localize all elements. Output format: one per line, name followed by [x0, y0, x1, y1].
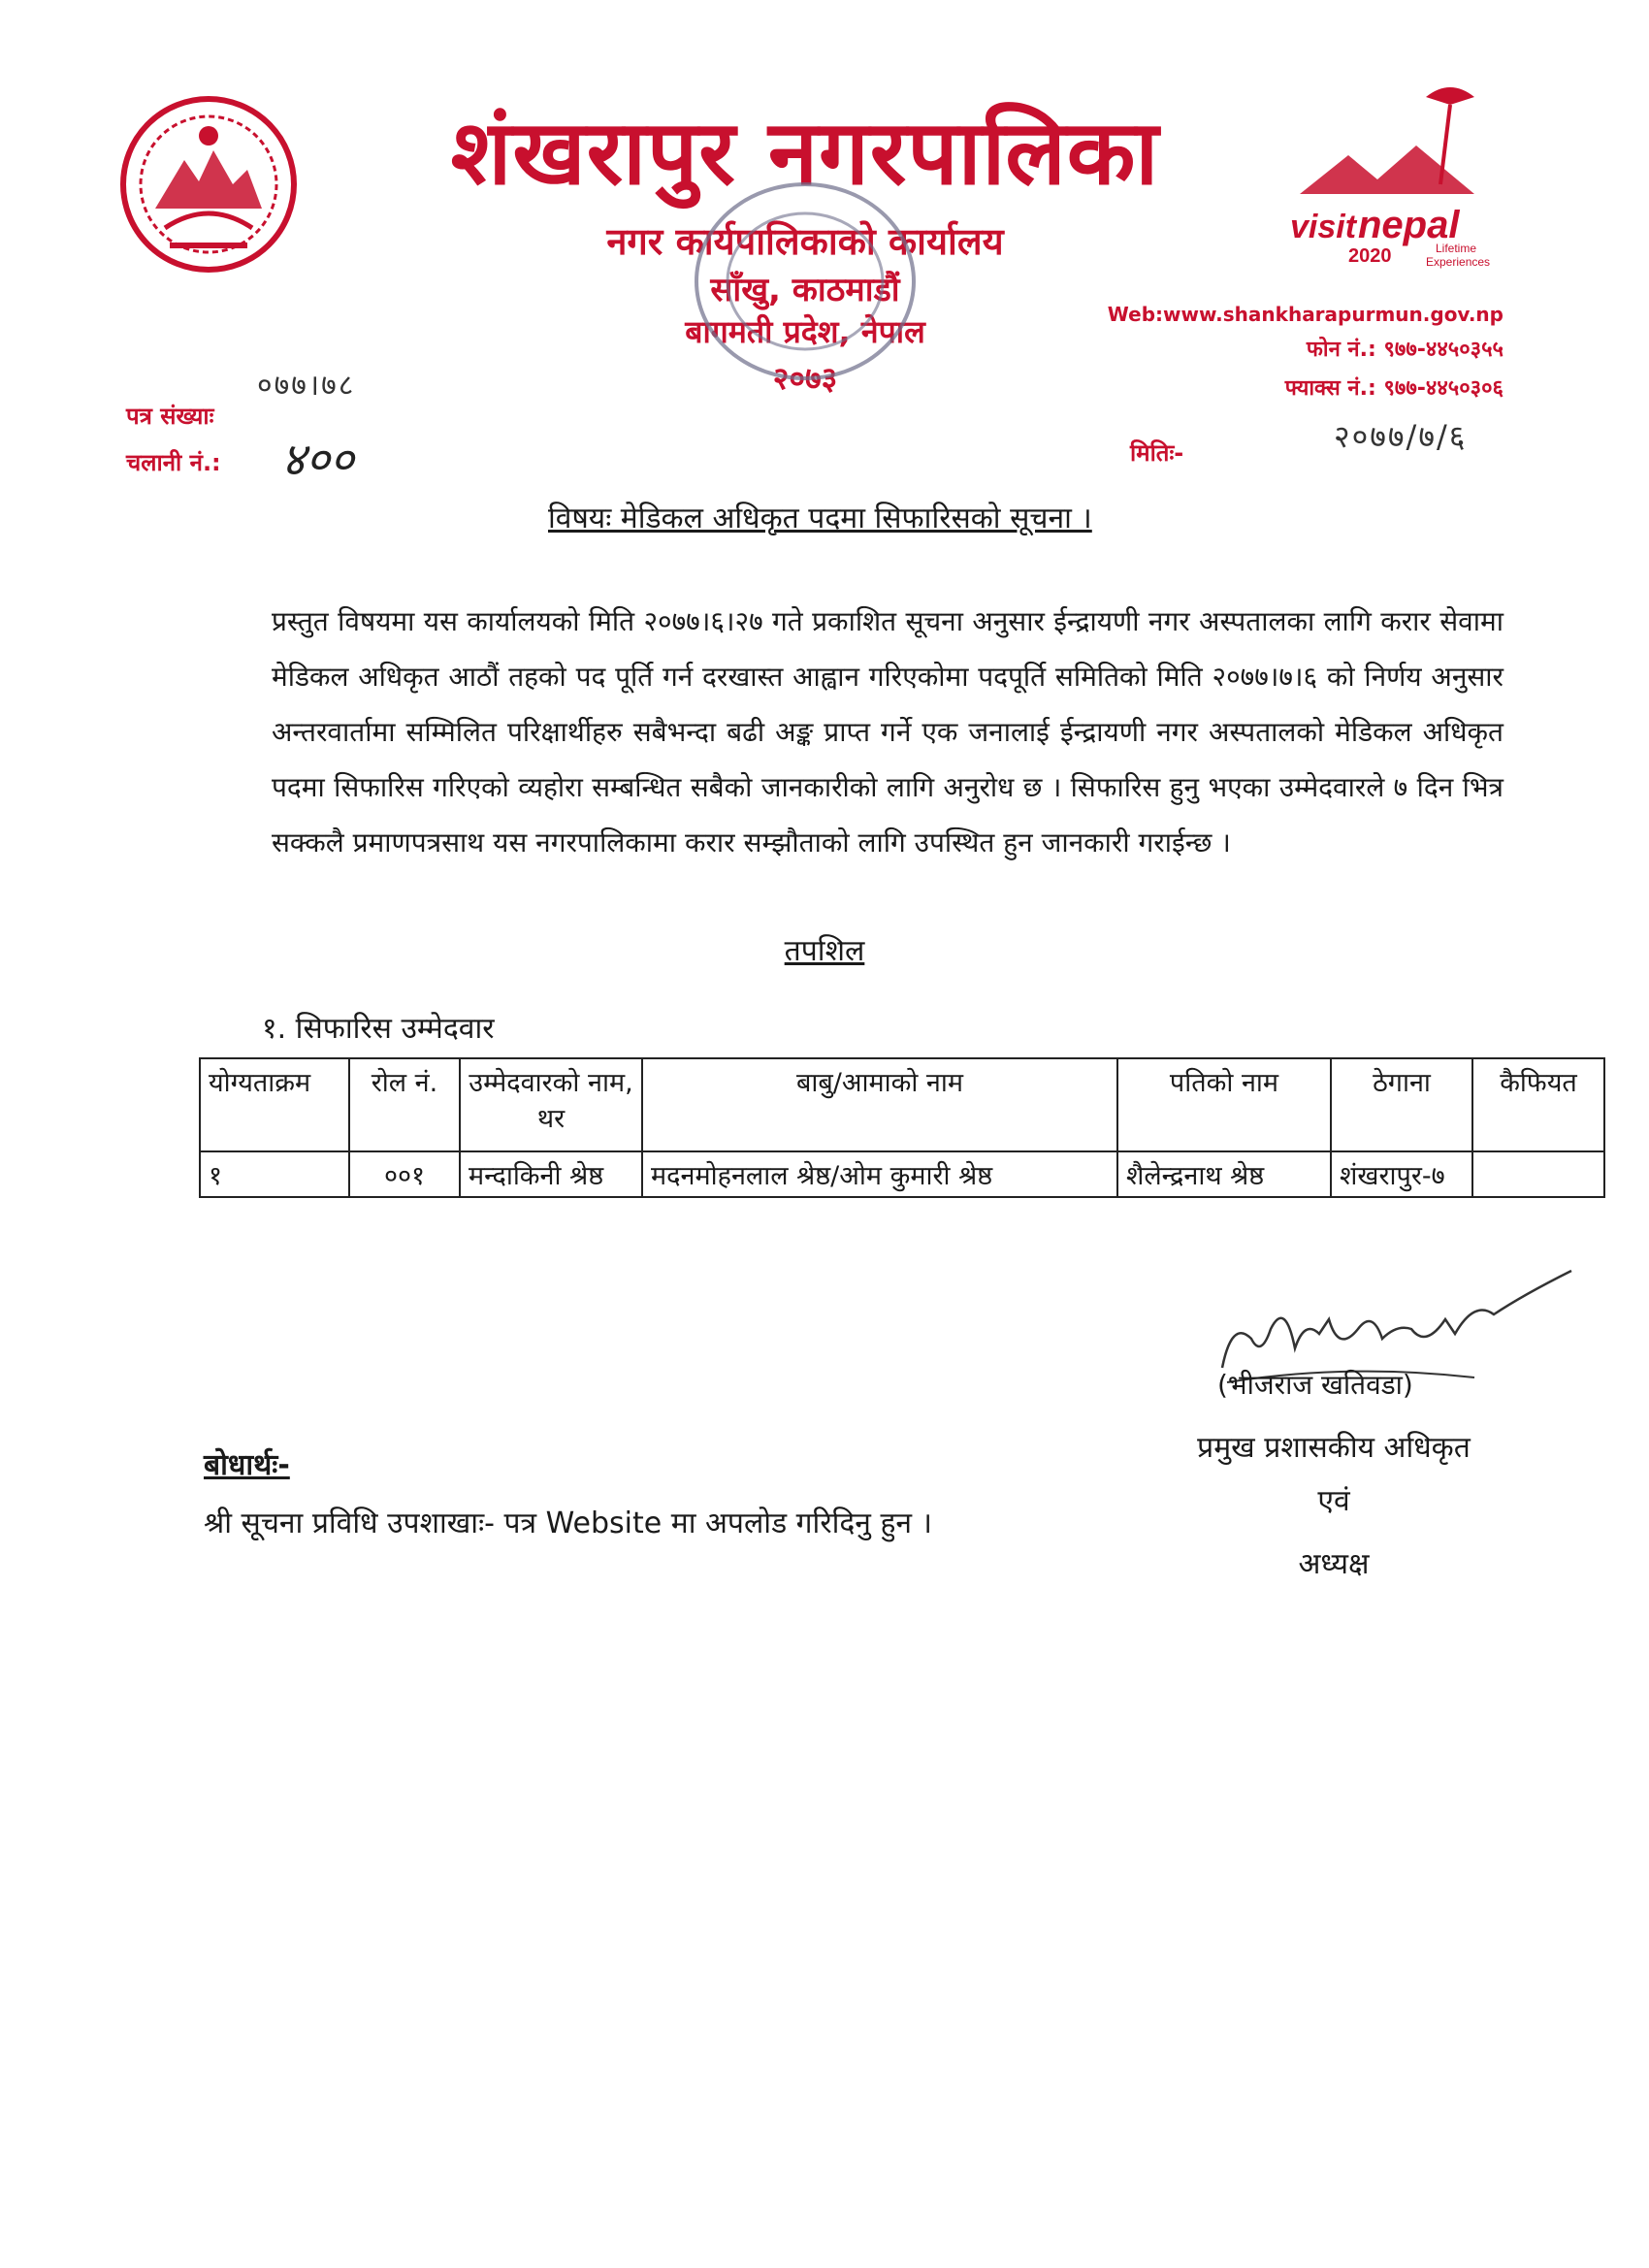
municipality-title: शंखरापुर नगरपालिका — [450, 101, 1160, 205]
tagline1-text: Lifetime — [1436, 242, 1477, 255]
cell-address: शंखरापुर-७ — [1331, 1151, 1472, 1197]
candidate-table — [199, 1057, 1605, 1198]
cell-roll-no: ००१ — [349, 1151, 460, 1197]
cc-text: श्री सूचना प्रविधि उपशाखाः- पत्र Website मा अपलोड गरिदिनु हुन । — [204, 1507, 932, 1540]
fax-text: फ्याक्स नं.: ९७७-४४५०३०६ — [1284, 376, 1504, 401]
section-title: १. सिफारिस उम्मेदवार — [262, 1012, 495, 1046]
signatory-name: (भीजराज खतिवडा) — [1217, 1369, 1413, 1401]
col-address: ठेगाना — [1331, 1058, 1472, 1151]
signatory-chair: अध्यक्ष — [1298, 1547, 1370, 1581]
tagline2-text: Experiences — [1426, 255, 1491, 269]
visit-nepal-2020-logo — [1280, 78, 1513, 272]
col-remarks: कैफियत — [1472, 1058, 1604, 1151]
signatory-and: एवं — [1317, 1484, 1350, 1518]
nepal-text: nepal — [1358, 204, 1460, 246]
col-parent-name: बाबु/आमाको नाम — [642, 1058, 1117, 1151]
phone-text: फोन नं.: ९७७-४४५०३५५ — [1306, 338, 1504, 362]
date-label: मितिः- — [1130, 439, 1184, 467]
cc-label: बोधार्थः- — [204, 1448, 290, 1482]
office-stamp — [679, 165, 931, 398]
patra-sankhya-label: पत्र संख्याः — [126, 403, 214, 430]
col-roll-no: रोल नं. — [349, 1058, 460, 1151]
date-handwritten: २०७७/७/६ — [1334, 418, 1468, 455]
details-heading: तपशिल — [784, 934, 865, 968]
cell-parent-name: मदनमोहनलाल श्रेष्ठ/ओम कुमारी श्रेष्ठ — [642, 1151, 1117, 1197]
table-header-row — [200, 1058, 1604, 1151]
signatory-title: प्रमुख प्रशासकीय अधिकृत — [1197, 1431, 1471, 1465]
col-husband-name: पतिको नाम — [1117, 1058, 1331, 1151]
col-merit-order: योग्यताक्रम — [200, 1058, 349, 1151]
body-paragraph: प्रस्तुत विषयमा यस कार्यालयको मिति २०७७।६।२७ गते प्रकाशित सूचना अनुसार ईन्द्रायणी नगर अस्पतालका लागि करार सेवामा मेडिकल अधिकृत आठौं तहको पद पूर्ति गर्न दरखास्त आह्वान गरिएकोमा पदपूर्ति समितिको मिति २०७७।७।६ को निर्णय अनुसार अन्तरवार्तामा सम्मिलित परिक्षार्थीहरु सबैभन्दा बढी अङ्क प्राप्त गर्ने एक जनालाई ईन्द्रायणी नगर अस्पतालको मेडिकल अधिकृत पदमा सिफारिस गरिएको व्यहोरा सम्बन्धित सबैको जानकारीको लागि अनुरोध छ । सिफारिस हुनु भएका उम्मेदवारले ७ दिन भित्र सक्कलै प्रमाणपत्रसाथ यस नगरपालिकामा करार सम्झौताको लागि उपस्थित हुन जानकारी गराईन्छ । — [272, 605, 1504, 859]
chalani-label: चलानी नं.: — [126, 449, 221, 476]
office-place: साँखु, काठमाडौं — [710, 271, 900, 309]
cell-remarks — [1472, 1151, 1604, 1197]
visit-text: visit — [1290, 209, 1357, 245]
office-name: नगर कार्यपालिकाको कार्यालय — [606, 220, 1004, 263]
chalani-number-handwritten: ४०० — [281, 433, 354, 487]
subject-line: विषयः मेडिकल अधिकृत पदमा सिफारिसको सूचना । — [548, 502, 1092, 535]
website-text: Web:www.shankharapurmun.gov.np — [1107, 303, 1504, 326]
cell-husband-name: शैलेन्द्रनाथ श्रेष्ठ — [1117, 1151, 1331, 1197]
year-text: 2020 — [1348, 245, 1392, 267]
nepal-emblem-logo — [116, 92, 301, 276]
cell-candidate-name: मन्दाकिनी श्रेष्ठ — [460, 1151, 642, 1197]
office-province: बागमती प्रदेश, नेपाल — [685, 313, 925, 350]
col-candidate-name: उम्मेदवारको नाम, थर — [460, 1058, 642, 1151]
established-year: २०७३ — [772, 360, 838, 397]
table-row — [200, 1151, 1604, 1197]
cell-merit-order: १ — [200, 1151, 349, 1197]
fiscal-year-handwritten: ०७७।७८ — [257, 369, 356, 403]
